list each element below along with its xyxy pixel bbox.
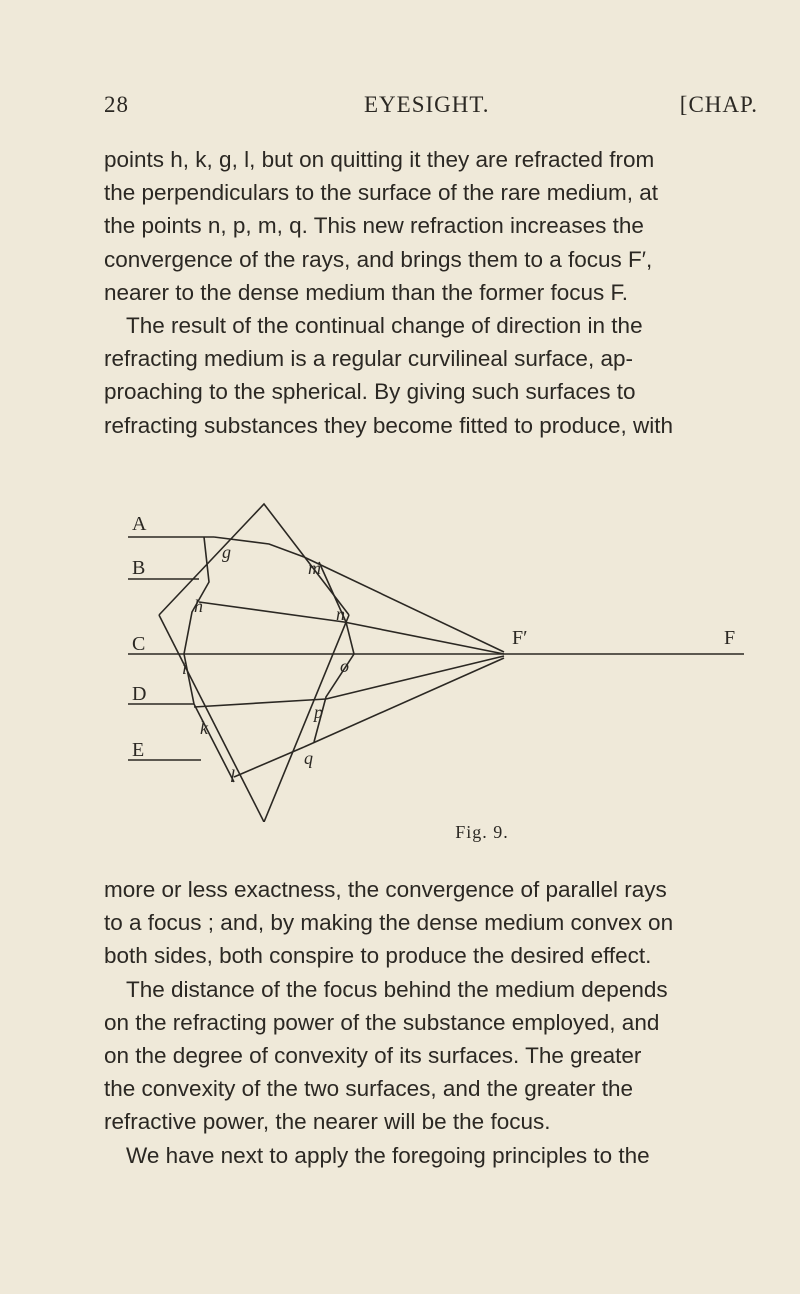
text-line: nearer to the dense medium than the former focus F. — [104, 279, 629, 305]
label-focus: F — [724, 627, 736, 649]
text-line: refractive power, the nearer will be the focus. — [104, 1109, 551, 1135]
ray-m-out — [304, 557, 504, 652]
running-title: EYESIGHT. — [364, 92, 490, 117]
text-line: to a focus ; and, by making the dense medium convex on — [104, 910, 674, 936]
label-k: k — [200, 718, 208, 738]
paragraph-bottom — [104, 873, 764, 1172]
text-line: both sides, both conspire to produce the desired effect. — [104, 943, 652, 969]
figure-caption: Fig. 9. — [455, 822, 509, 842]
label-m: m — [308, 558, 321, 578]
text-line: more or less exactness, the convergence of parallel rays — [104, 877, 667, 902]
inner-surface-left — [184, 537, 234, 782]
figure-caption-wrapper — [104, 822, 764, 843]
text-line: the convexity of the two surfaces, and the greater the — [104, 1076, 634, 1102]
text-line: on the degree of convexity of its surfaces. The greater — [104, 1043, 642, 1069]
label-e: E — [132, 739, 145, 761]
ray-k-p — [194, 699, 326, 707]
lens-bottom-left — [159, 615, 264, 822]
text-line: proaching to the spherical. By giving such surfaces to — [104, 379, 636, 405]
text-line: convergence of the rays, and brings them to a focus F′, — [104, 246, 653, 272]
label-o: o — [340, 656, 349, 676]
text-line: points h, k, g, l, but on quitting it they are refracted from — [104, 147, 655, 172]
label-focus-prime: F′ — [512, 627, 528, 649]
chapter-marker: [CHAP. — [679, 92, 758, 117]
text-line: We have next to apply the foregoing principles to the — [126, 1142, 650, 1168]
label-h: h — [194, 596, 203, 616]
ray-n-out — [344, 622, 504, 654]
running-header — [104, 92, 758, 128]
label-n: n — [336, 604, 345, 624]
label-p: p — [314, 702, 323, 722]
label-c: C — [132, 633, 146, 655]
lens-bottom-right — [264, 615, 349, 822]
label-l: l — [230, 766, 236, 786]
ray-q-out — [304, 658, 504, 747]
paragraph-top — [104, 143, 764, 442]
ray-l-q — [234, 747, 304, 777]
lens-diagram — [104, 482, 764, 822]
text-line: The distance of the focus behind the medium depends — [126, 976, 668, 1002]
label-b: B — [132, 557, 146, 579]
label-i: i — [182, 658, 188, 678]
figure-9 — [104, 482, 764, 842]
label-g: g — [222, 542, 231, 562]
ray-h-n — [199, 602, 344, 622]
label-a: A — [132, 513, 147, 535]
text-line: refracting medium is a regular curvilineal surface, ap- — [104, 346, 633, 372]
text-line: The result of the continual change of direction in the — [126, 313, 643, 339]
text-line: the points n, p, m, q. This new refraction increases the — [104, 213, 644, 239]
text-line: on the refracting power of the substance employed, and — [104, 1009, 660, 1035]
text-line: refracting substances they become fitted to produce, with — [104, 412, 674, 438]
text-line: the perpendiculars to the surface of the rare medium, at — [104, 180, 659, 206]
ray-p-out — [326, 656, 504, 699]
label-q: q — [304, 748, 313, 768]
label-d: D — [132, 683, 147, 705]
page-number: 28 — [104, 92, 129, 117]
